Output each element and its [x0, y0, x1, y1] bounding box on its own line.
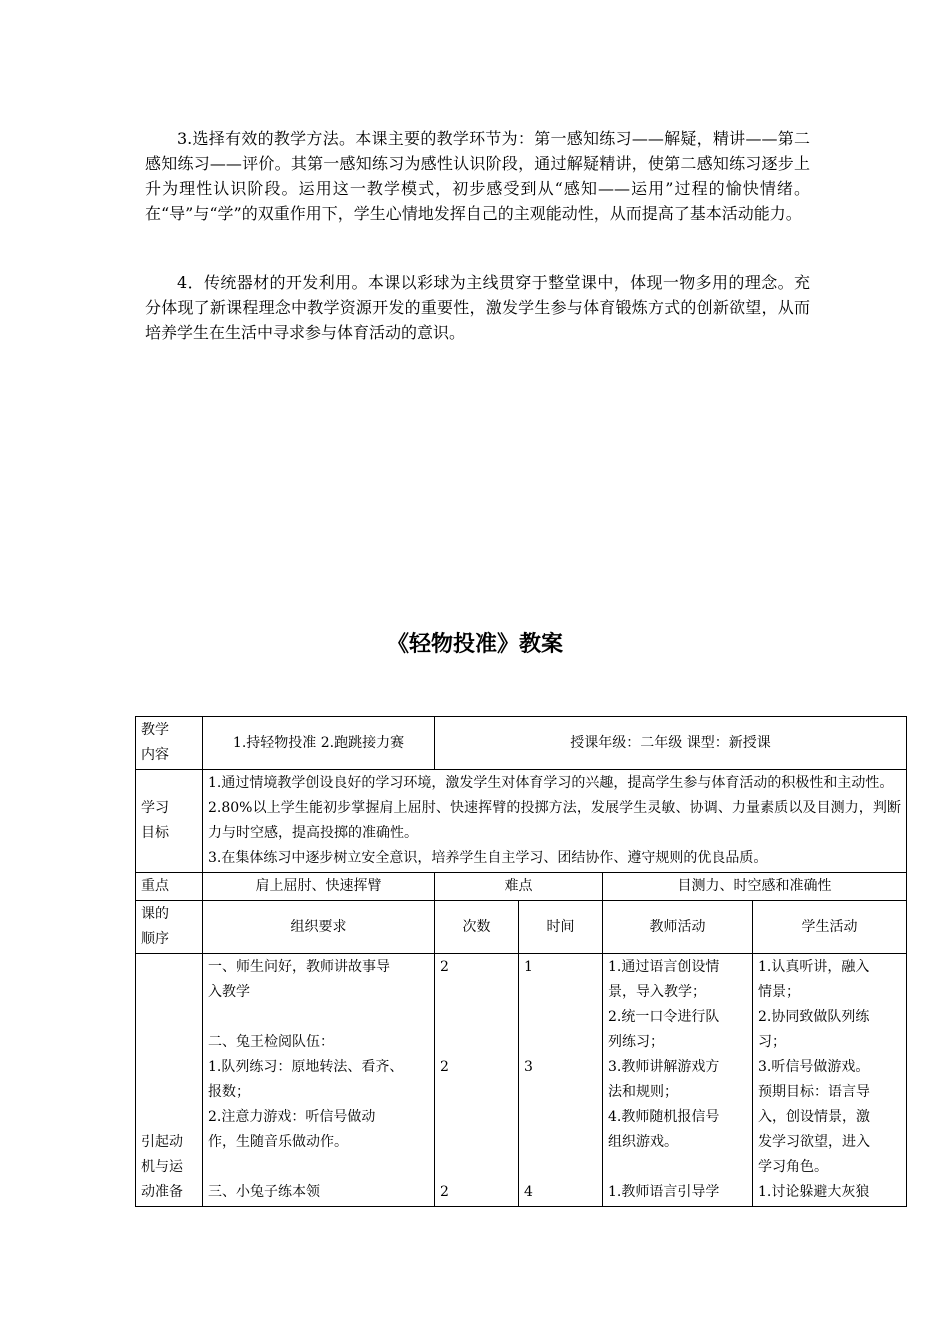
cell-line: 情景； — [758, 984, 800, 1000]
cell-line — [440, 1105, 513, 1130]
table-row — [136, 954, 907, 1207]
page-title: 《轻物投准》教案 — [386, 632, 563, 657]
cell-line: 入，创设情景，激 — [758, 1109, 870, 1125]
content-label: 教学 内容 — [136, 717, 203, 770]
table-row — [136, 717, 907, 770]
cell-line — [440, 1005, 513, 1030]
cell-line: 二、兔王检阅队伍： — [208, 1034, 334, 1050]
cell-line — [440, 980, 513, 1005]
lesson-plan-table — [135, 716, 907, 1207]
cell-line — [524, 1105, 597, 1130]
cell-line: 入教学 — [208, 984, 250, 1000]
difficulty-label: 难点 — [435, 873, 603, 901]
order-label: 课的 顺序 — [136, 901, 203, 954]
cell-line — [440, 1155, 513, 1180]
cell-line: 3.教师讲解游戏方 — [608, 1059, 720, 1075]
table-row — [136, 770, 907, 873]
cell-line: 法和规则； — [608, 1084, 678, 1100]
goal-item: 1.通过情境教学创设良好的学习环境，激发学生对体育学习的兴趣，提高学生参与体育活动的积极性和主动性。 — [208, 775, 894, 791]
header-time: 时间 — [519, 901, 603, 954]
cell-line: 4 — [524, 1184, 533, 1200]
cell-line — [440, 1030, 513, 1055]
cell-line — [524, 1130, 597, 1155]
grade-type: 授课年级：二年级 课型：新授课 — [435, 717, 907, 770]
cell-line: 学习角色。 — [758, 1159, 828, 1175]
header-student: 学生活动 — [753, 901, 907, 954]
difficulty-value: 目测力、时空感和准确性 — [603, 873, 907, 901]
time-values — [519, 954, 603, 1207]
goal-item: 3.在集体练习中逐步树立安全意识，培养学生自主学习、团结协作、遵守规则的优良品质。 — [208, 850, 768, 866]
cell-line: 1 — [524, 959, 533, 975]
cell-line: 习； — [758, 1034, 786, 1050]
cell-line — [208, 1155, 429, 1180]
header-org: 组织要求 — [203, 901, 435, 954]
header-teacher: 教师活动 — [603, 901, 753, 954]
content-value: 1.持轻物投准 2.跑跳接力赛 — [203, 717, 435, 770]
key-label: 重点 — [136, 873, 203, 901]
paragraph-teaching-method: 3.选择有效的教学方法。本课主要的教学环节为：第一感知练习——解疑，精讲——第二感知练习——评价。其第一感知练习为感性认识阶段，通过解疑精讲，使第二感知练习逐步上升为理性认识阶段。运用这一教学模式，初步感受到从“感知——运用”过程的愉快情绪。在“导”与“学”的双重作用下，学生心情地发挥自己的主观能动性，从而提高了基本活动能力。 — [145, 129, 810, 223]
cell-line — [208, 1005, 429, 1030]
cell-line: 3.听信号做游戏。 — [758, 1059, 870, 1075]
cell-line: 1.教师语言引导学 — [608, 1184, 720, 1200]
org-requirements — [203, 954, 435, 1207]
cell-line: 1.通过语言创设情 — [608, 959, 720, 975]
cell-line: 报数； — [208, 1084, 250, 1100]
cell-line: 4.教师随机报信号 — [608, 1109, 720, 1125]
cell-line: 组织游戏。 — [608, 1134, 678, 1150]
cell-line — [524, 1080, 597, 1105]
cell-line: 1.队列练习：原地转法、看齐、 — [208, 1059, 404, 1075]
section-label: 引起动 机与运 动准备 — [136, 954, 203, 1207]
cell-line: 2.协同致做队列练 — [758, 1009, 870, 1025]
goals-label: 学习 目标 — [136, 770, 203, 873]
cell-line — [440, 1130, 513, 1155]
cell-line — [608, 1155, 747, 1180]
cell-line: 2.统一口令进行队 — [608, 1009, 720, 1025]
cell-line: 2 — [440, 1059, 449, 1075]
table-row — [136, 901, 907, 954]
cell-line: 2 — [440, 959, 449, 975]
goal-item: 2.80%以上学生能初步掌握肩上屈肘、快速挥臂的投掷方法，发展学生灵敏、协调、力量素质以及目测力，判断力与时空感，提高投掷的准确性。 — [208, 800, 902, 841]
cell-line: 三、小兔子练本领 — [208, 1184, 320, 1200]
cell-line — [524, 1155, 597, 1180]
cell-line: 1.认真听讲，融入 — [758, 959, 870, 975]
cell-line: 一、师生问好，教师讲故事导 — [208, 959, 390, 975]
cell-line: 3 — [524, 1059, 533, 1075]
cell-line — [524, 1005, 597, 1030]
key-value: 肩上屈肘、快速挥臂 — [203, 873, 435, 901]
cell-line: 1.讨论躲避大灰狼 — [758, 1184, 870, 1200]
cell-line: 预期目标：语言导 — [758, 1084, 870, 1100]
count-values — [435, 954, 519, 1207]
cell-line: 2.注意力游戏：听信号做动 — [208, 1109, 376, 1125]
cell-line: 列练习； — [608, 1034, 664, 1050]
cell-line — [524, 980, 597, 1005]
cell-line: 作，生随音乐做动作。 — [208, 1134, 348, 1150]
teacher-activities — [603, 954, 753, 1207]
goals-list — [203, 770, 907, 873]
cell-line — [440, 1080, 513, 1105]
cell-line: 发学习欲望，进入 — [758, 1134, 870, 1150]
cell-line: 景，导入教学； — [608, 984, 706, 1000]
cell-line: 2 — [440, 1184, 449, 1200]
header-count: 次数 — [435, 901, 519, 954]
cell-line — [524, 1030, 597, 1055]
paragraph-equipment-use: 4．传统器材的开发利用。本课以彩球为主线贯穿于整堂课中，体现一物多用的理念。充分体现了新课程理念中教学资源开发的重要性，激发学生参与体育锻炼方式的创新欲望，从而培养学生在生活中寻求参与体育活动的意识。 — [145, 273, 810, 342]
student-activities — [753, 954, 907, 1207]
table-row — [136, 873, 907, 901]
